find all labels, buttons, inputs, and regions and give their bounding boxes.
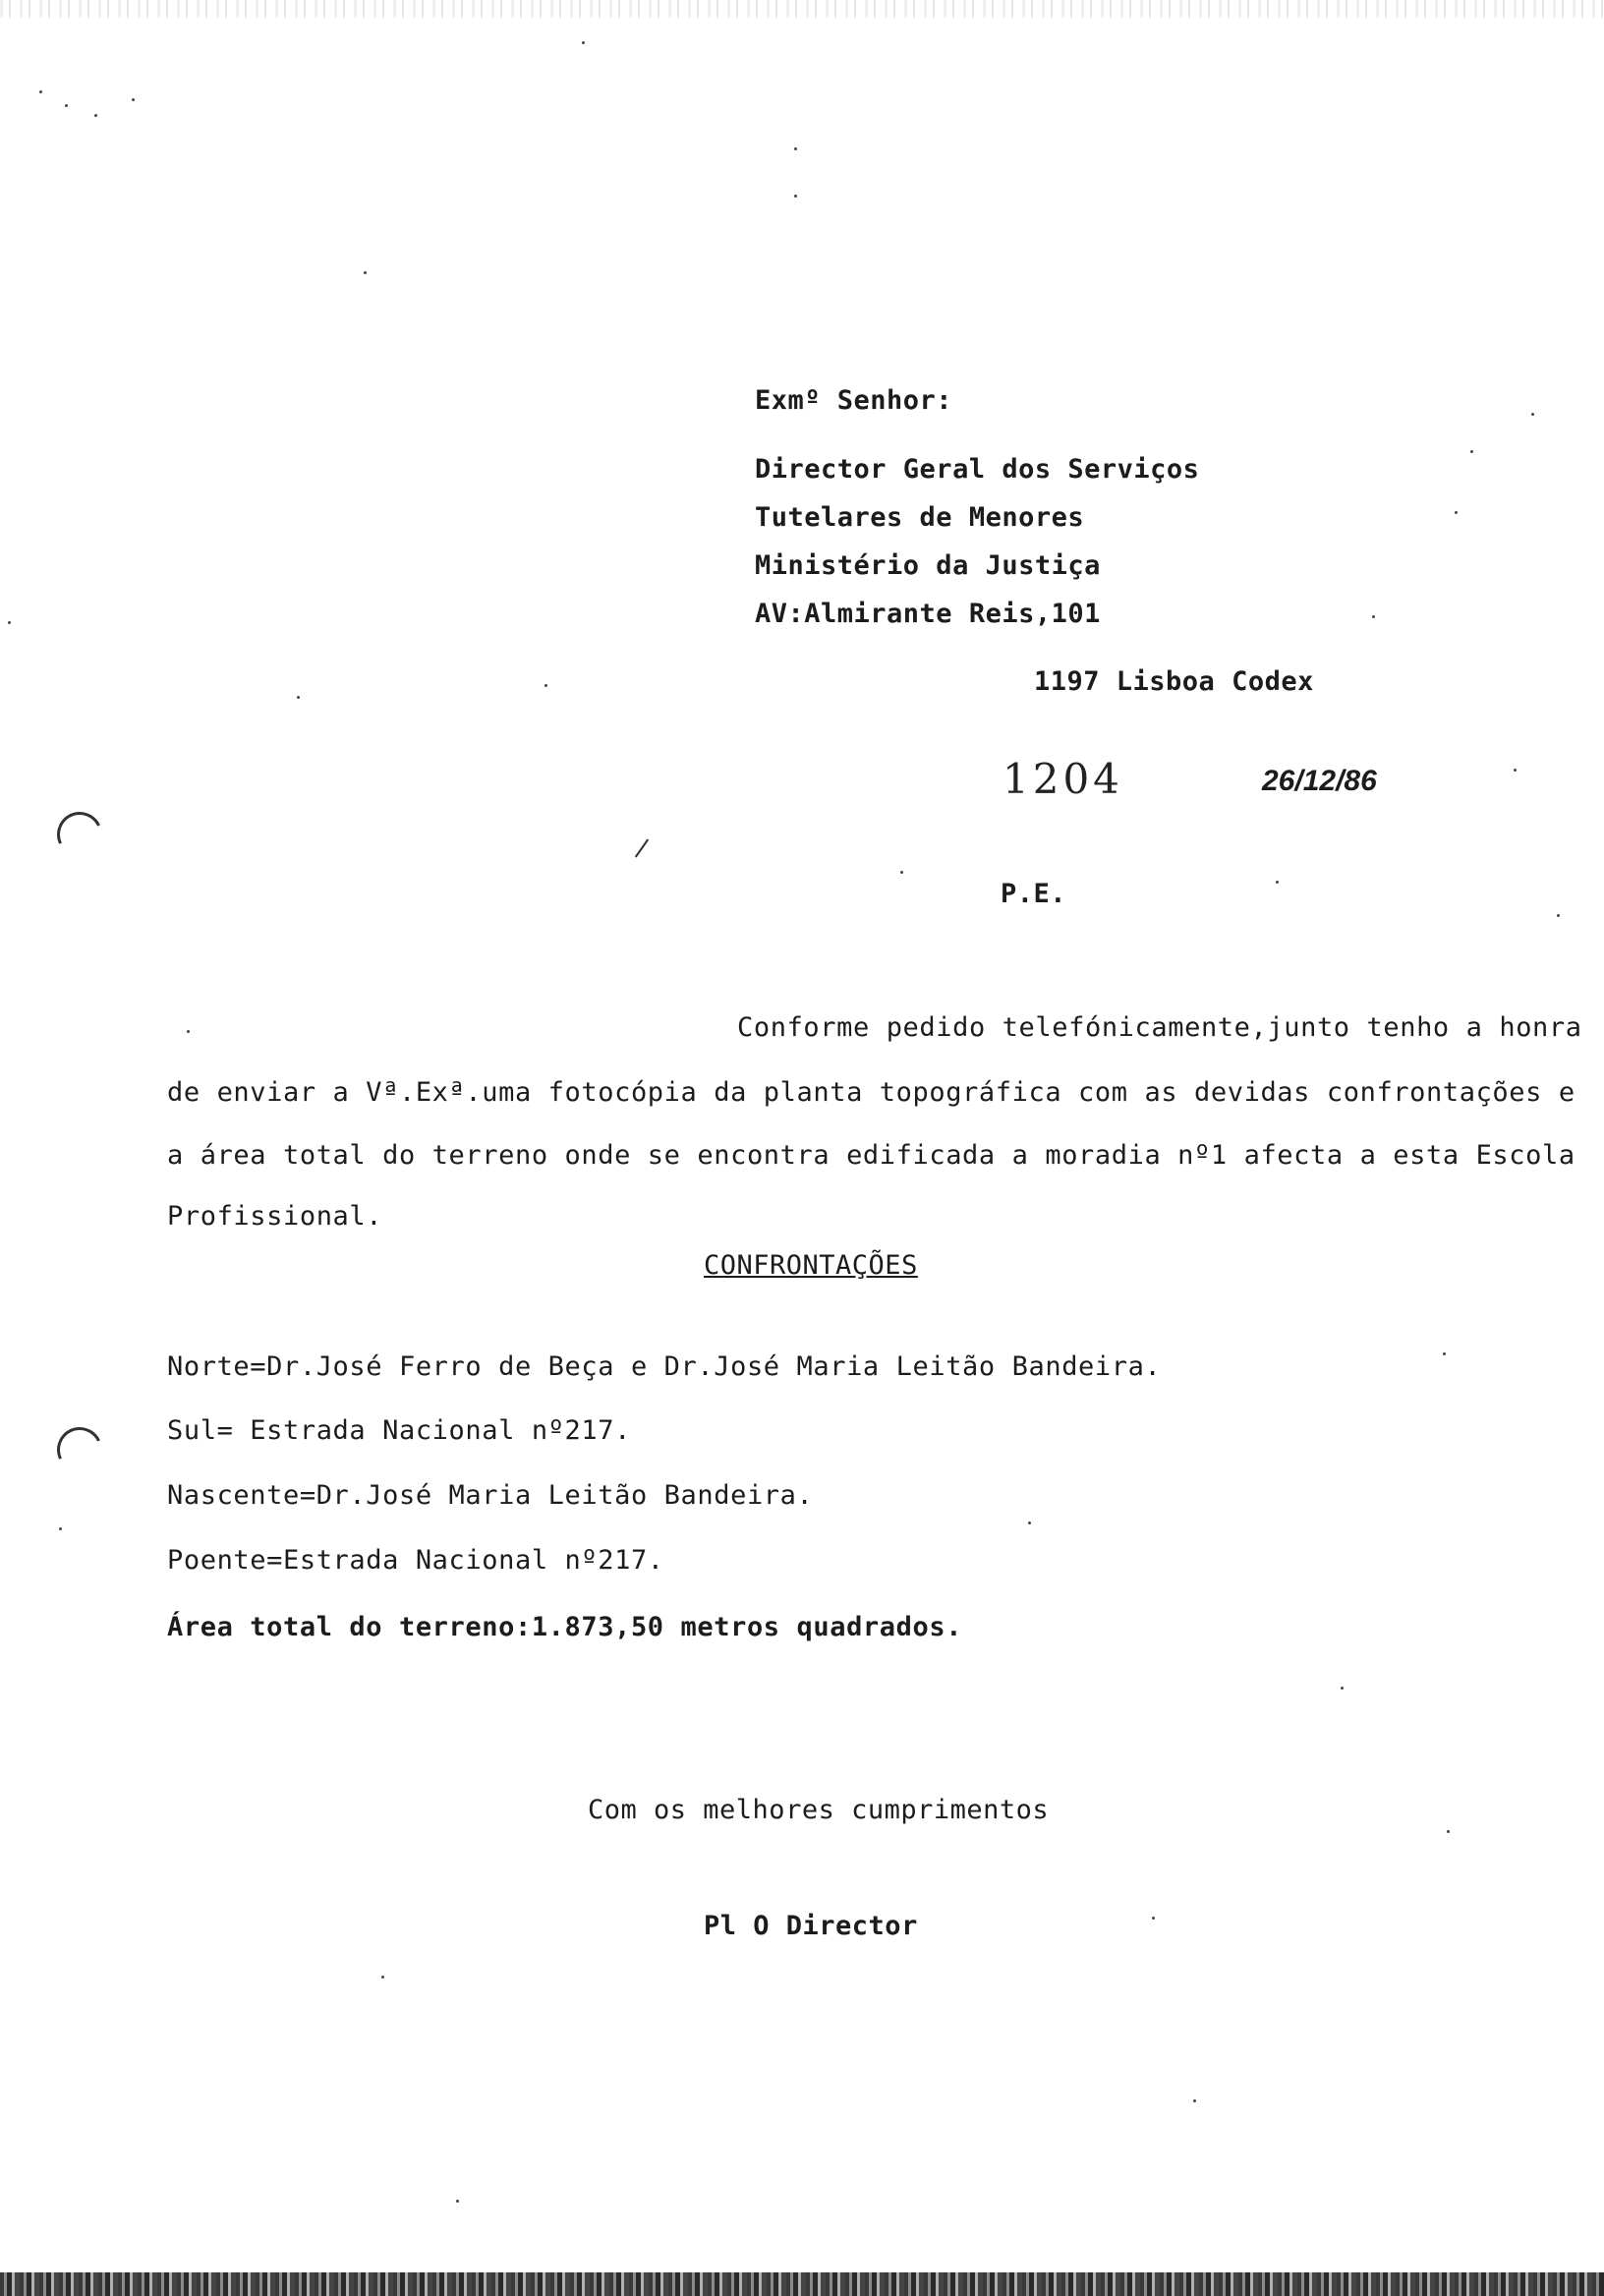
scan-speck [1557, 914, 1560, 917]
confrontacao-sul: Sul= Estrada Nacional nº217. [167, 1415, 631, 1446]
scan-speck [1470, 450, 1473, 453]
body-line-3: a área total do terreno onde se encontra edificada a moradia nº1 afecta a esta Escola [167, 1140, 1575, 1171]
scan-speck [1152, 1917, 1155, 1920]
subject: P.E. [1001, 879, 1067, 909]
scan-speck [1028, 1521, 1031, 1524]
area-total: Área total do terreno:1.873,50 metros quadrados. [167, 1612, 963, 1642]
scan-speck [1443, 1352, 1446, 1355]
closing-greeting: Com os melhores cumprimentos [588, 1795, 1050, 1825]
scan-speck [582, 41, 585, 44]
recipient-line-4: AV:Almirante Reis,101 [755, 599, 1101, 629]
body-line-4: Profissional. [167, 1201, 383, 1232]
recipient-city: 1197 Lisboa Codex [1034, 666, 1314, 697]
scan-speck [94, 114, 97, 117]
scan-speck [1514, 769, 1517, 772]
confrontacao-norte: Norte=Dr.José Ferro de Beça e Dr.José Maria Leitão Bandeira. [167, 1351, 1162, 1382]
recipient-line-1: Director Geral dos Serviços [755, 454, 1200, 485]
scan-mark [635, 838, 649, 857]
scan-speck [1447, 1830, 1450, 1833]
scan-speck [1341, 1687, 1344, 1690]
signature-line: Pl O Director [704, 1911, 918, 1941]
scan-speck [132, 98, 135, 101]
salutation: Exmº Senhor: [755, 385, 953, 416]
scan-speck [297, 696, 300, 699]
scan-speck [364, 271, 367, 274]
scan-speck [59, 1527, 62, 1530]
recipient-line-3: Ministério da Justiça [755, 550, 1101, 581]
scan-speck [1455, 511, 1458, 514]
scan-speck [1372, 615, 1375, 618]
scan-speck [794, 195, 797, 198]
scan-speck [456, 2200, 459, 2203]
recipient-line-2: Tutelares de Menores [755, 502, 1085, 533]
scan-speck [1531, 413, 1534, 416]
scan-speck [1193, 2099, 1196, 2102]
scan-top-edge [0, 0, 1604, 18]
confrontacao-poente: Poente=Estrada Nacional nº217. [167, 1545, 664, 1576]
scan-speck [381, 1976, 384, 1979]
scan-speck [544, 684, 547, 687]
body-line-1: Conforme pedido telefónicamente,junto tenho a honra [737, 1012, 1582, 1043]
letter-date: 26/12/86 [1262, 765, 1377, 797]
punch-hole-mark [51, 806, 109, 864]
body-line-2: de enviar a Vª.Exª.uma fotocópia da planta topográfica com as devidas confrontações e [167, 1077, 1575, 1108]
scan-speck [1276, 881, 1279, 884]
confrontacao-nascente: Nascente=Dr.José Maria Leitão Bandeira. [167, 1480, 814, 1511]
confrontacoes-heading: CONFRONTAÇÕES [704, 1250, 918, 1281]
reference-number: 1204 [1002, 755, 1123, 803]
scan-speck [65, 104, 68, 107]
scan-speck [8, 621, 11, 624]
scan-speck [39, 90, 42, 93]
scan-speck [900, 871, 903, 874]
scan-speck [187, 1030, 190, 1033]
scan-speck [794, 147, 797, 150]
punch-hole-mark [51, 1421, 109, 1479]
scan-bottom-edge [0, 2272, 1604, 2296]
